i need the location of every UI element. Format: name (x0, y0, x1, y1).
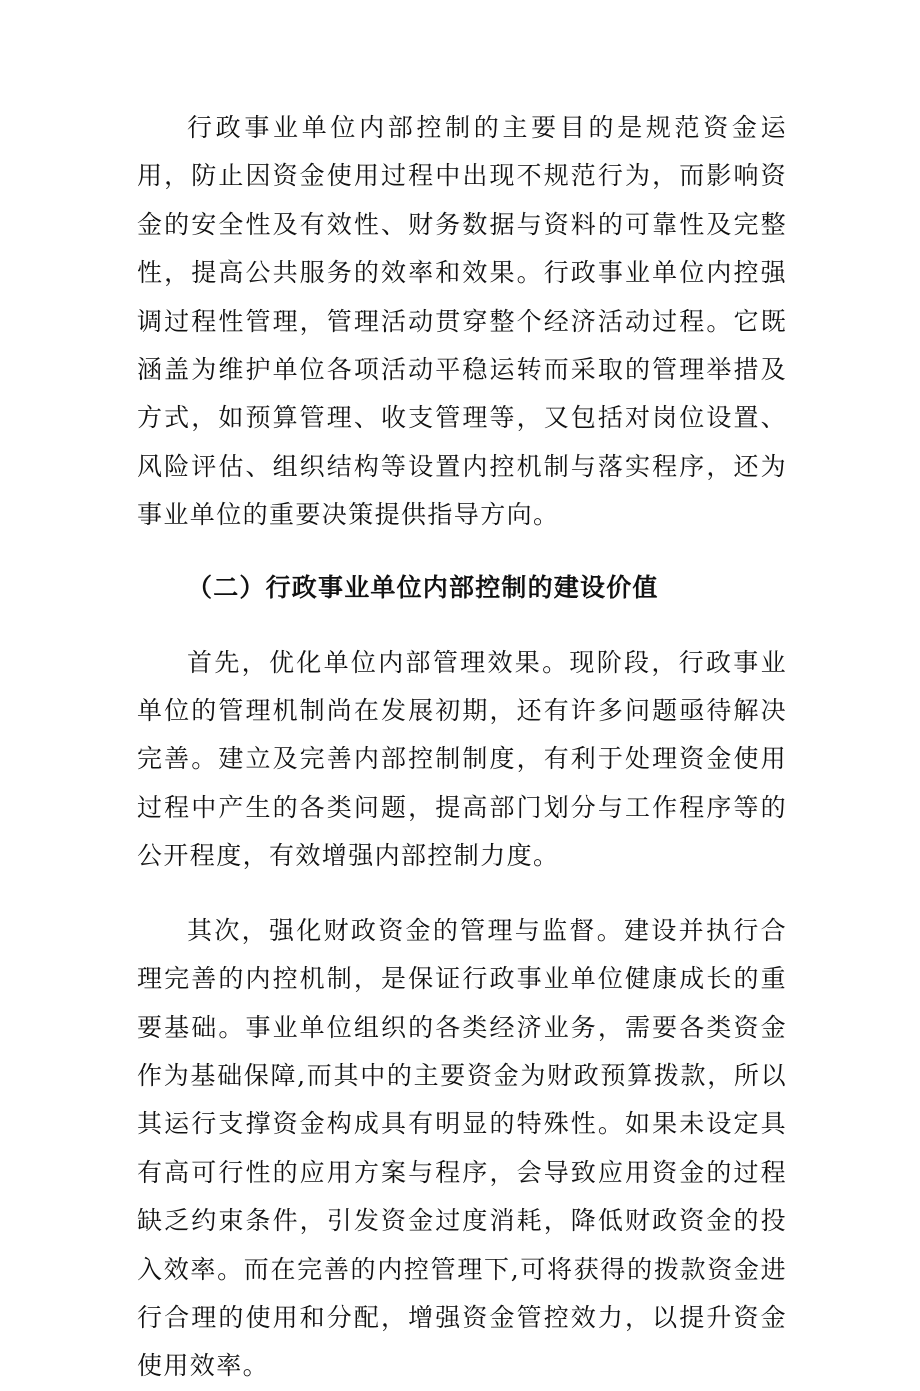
section-paragraph-first: 首先，优化单位内部管理效果。现阶段，行政事业单位的管理机制尚在发展初期，还有许多问题亟待解决完善。建立及完善内部控制制度，有利于处理资金使用过程中产生的各类问题，提高部门划分与工作程序等的公开程度，有效增强内部控制力度。 (137, 647, 787, 871)
section-heading: （二）行政事业单位内部控制的建设价值 (187, 572, 659, 602)
intro-paragraph: 行政事业单位内部控制的主要目的是规范资金运用，防止因资金使用过程中出现不规范行为，而影响资金的安全性及有效性、财务数据与资料的可靠性及完整性，提高公共服务的效率和效果。行政事业单位内控强调过程性管理，管理活动贯穿整个经济活动过程。它既涵盖为维护单位各项活动平稳运转而采取的管理举措及方式，如预算管理、收支管理等，又包括对岗位设置、风险评估、组织结构等设置内控机制与落实程序，还为事业单位的重要决策提供指导方向。 (137, 113, 787, 530)
section-paragraph-second: 其次，强化财政资金的管理与监督。建设并执行合理完善的内控机制，是保证行政事业单位健康成长的重要基础。事业单位组织的各类经济业务，需要各类资金作为基础保障,而其中的主要资金为财政预算拨款，所以其运行支撑资金构成具有明显的特殊性。如果未设定具有高可行性的应用方案与程序，会导致应用资金的过程缺乏约束条件，引发资金过度消耗，降低财政资金的投入效率。而在完善的内控管理下,可将获得的拨款资金进行合理的使用和分配，增强资金管控效力，以提升资金使用效率。 (137, 915, 787, 1381)
